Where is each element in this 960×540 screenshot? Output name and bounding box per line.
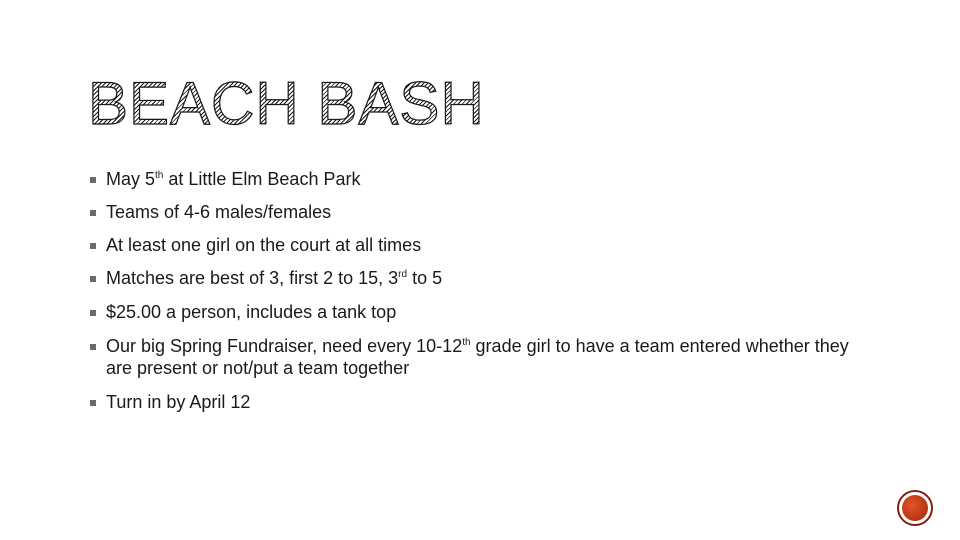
- square-bullet-icon: [90, 344, 96, 350]
- bullet-superscript: th: [462, 337, 471, 348]
- bullet-text-post: to 5: [407, 268, 443, 288]
- square-bullet-icon: [90, 400, 96, 406]
- bullet-item-match-format: [90, 267, 850, 289]
- bullet-text-post: at Little Elm Beach Park: [163, 169, 361, 189]
- page-badge-icon: [897, 490, 933, 526]
- bullet-text: At least one girl on the court at all times: [106, 235, 422, 255]
- page-badge-fill: [902, 495, 928, 521]
- bullet-text: $25.00 a person, includes a tank top: [106, 302, 397, 322]
- bullet-superscript: th: [155, 170, 164, 181]
- bullet-text: Teams of 4-6 males/females: [106, 202, 332, 222]
- bullet-text-post: grade girl to have a team entered whether they are present or not/put a team together: [106, 336, 849, 378]
- square-bullet-icon: [90, 177, 96, 183]
- bullet-superscript: rd: [398, 269, 408, 280]
- bullet-text-pre: May 5: [106, 169, 156, 189]
- square-bullet-icon: [90, 210, 96, 216]
- bullet-list: [90, 168, 850, 424]
- square-bullet-icon: [90, 310, 96, 316]
- bullet-item-girl-rule: [90, 234, 850, 256]
- bullet-item-date-location: [90, 168, 850, 190]
- square-bullet-icon: [90, 276, 96, 282]
- bullet-item-deadline: [90, 391, 850, 413]
- bullet-text-pre: Matches are best of 3, first 2 to 15, 3: [106, 268, 399, 288]
- bullet-item-fundraiser: [90, 335, 850, 379]
- bullet-item-cost: [90, 301, 850, 323]
- square-bullet-icon: [90, 243, 96, 249]
- bullet-text-pre: Our big Spring Fundraiser, need every 10-12: [106, 336, 463, 356]
- bullet-text: Turn in by April 12: [106, 392, 251, 412]
- bullet-item-team-size: [90, 201, 850, 223]
- slide-title: BEACH BASH: [88, 66, 485, 142]
